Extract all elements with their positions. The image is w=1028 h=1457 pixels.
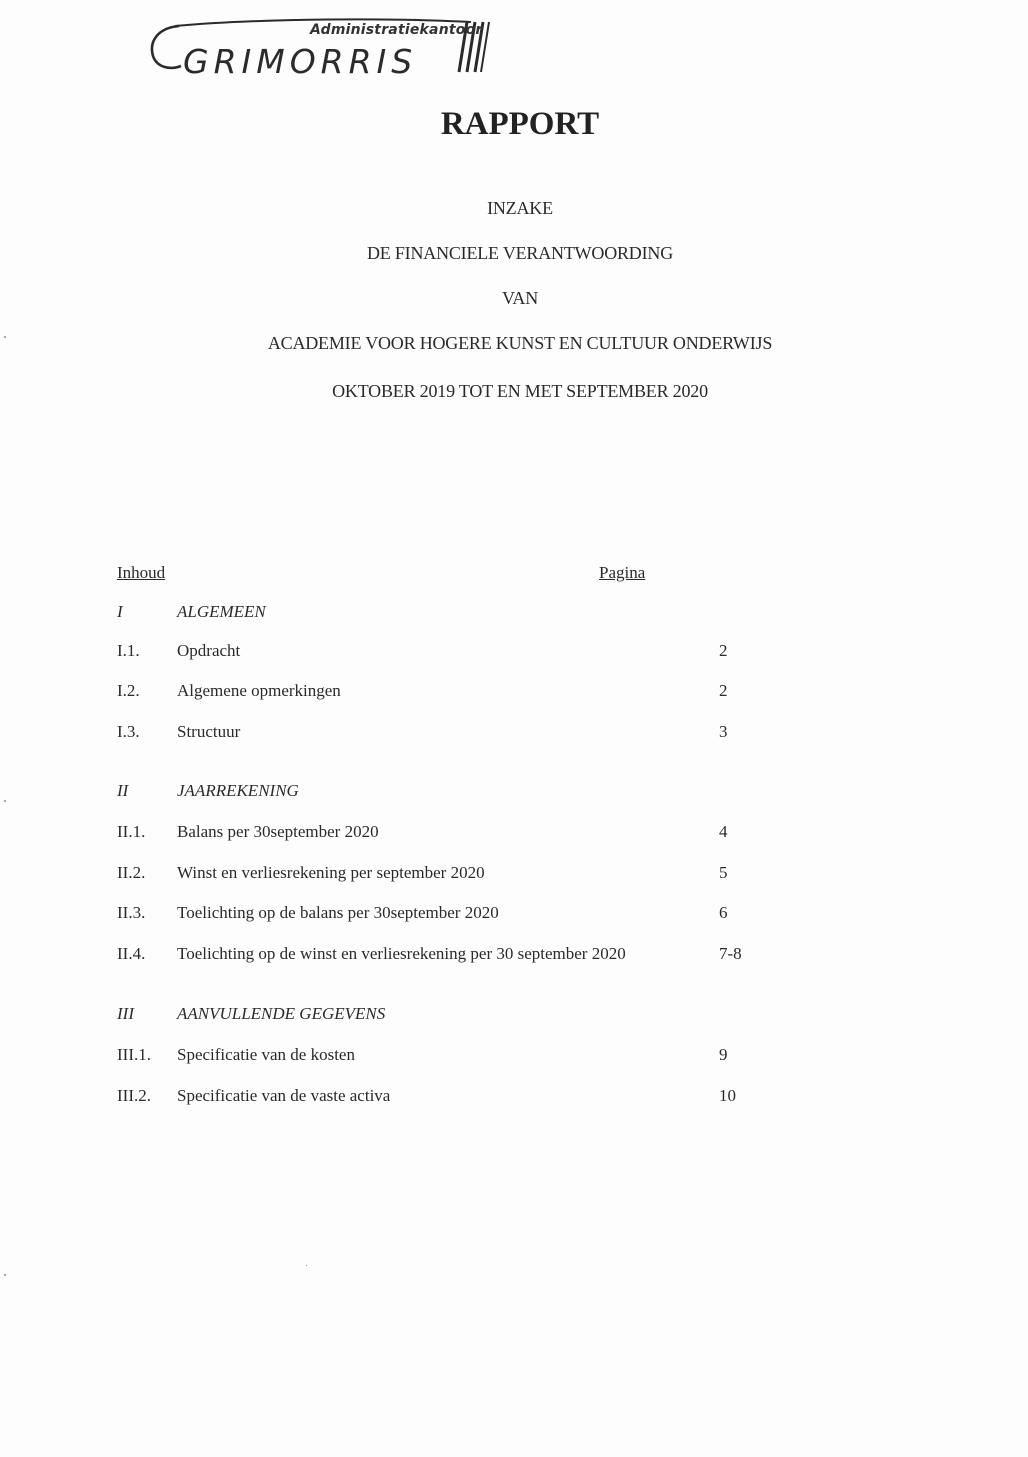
toc-section-row [0,1004,1028,1028]
logo-subtitle: Administratiekantoor [310,22,483,38]
toc-item-number: II.4. [117,944,146,963]
toc-item-number: II.3. [117,903,146,922]
subtitle-line-1: INZAKE [487,198,553,218]
toc-item-number: II.2. [117,863,146,882]
scan-speck [4,1274,6,1276]
toc-item-label: Specificatie van de kosten [177,1045,355,1064]
toc-section-row [0,781,1028,805]
toc-item-number: III.1. [117,1045,151,1064]
toc-section-title: AANVULLENDE GEGEVENS [177,1004,386,1023]
toc-item-page: 10 [719,1086,736,1105]
toc-item-page: 4 [719,822,728,841]
toc-section-number: II [117,781,129,800]
report-title: RAPPORT [440,106,600,142]
toc-row [0,822,1028,846]
toc-header-content: Inhoud [117,563,166,582]
subtitle-line-5: OKTOBER 2019 TOT EN MET SEPTEMBER 2020 [332,381,708,401]
toc-item-label: Balans per 30september 2020 [177,822,379,841]
toc-item-number: III.2. [117,1086,151,1105]
toc-row [0,1086,1028,1110]
scan-speck [306,1265,307,1266]
toc-item-page: 6 [719,903,728,922]
scan-speck [4,336,6,338]
toc-item-label: Winst en verliesrekening per september 2020 [177,863,485,882]
subtitle-line-2: DE FINANCIELE VERANTWOORDING [366,243,674,263]
toc-item-label: Opdracht [177,641,241,660]
toc-row [0,722,1028,746]
toc-section-title: ALGEMEEN [177,602,266,621]
toc-row [0,944,1028,968]
subtitle-line-4: ACADEMIE VOOR HOGERE KUNST EN CULTUUR ONDERWIJS [267,333,773,353]
company-logo [145,16,495,81]
toc-row [0,1045,1028,1069]
logo-name: GRIMORRIS [183,42,418,81]
toc-section-title: JAARREKENING [177,781,299,800]
toc-row [0,903,1028,927]
toc-item-page: 9 [719,1045,728,1064]
toc-row [0,681,1028,705]
toc-item-number: II.1. [117,822,146,841]
subtitle-line-3: VAN [501,288,539,308]
toc-item-page: 2 [719,681,728,700]
toc-item-label: Toelichting op de balans per 30september 2020 [177,903,499,922]
toc-item-label: Algemene opmerkingen [177,681,341,700]
toc-item-number: I.3. [117,722,140,741]
toc-item-number: I.2. [117,681,140,700]
toc-item-label: Specificatie van de vaste activa [177,1086,391,1105]
toc-row [0,641,1028,665]
toc-item-number: I.1. [117,641,140,660]
scan-speck [4,800,6,802]
toc-item-label: Structuur [177,722,241,741]
toc-item-page: 3 [719,722,728,741]
toc-row [0,863,1028,887]
toc-item-page: 5 [719,863,728,882]
toc-item-page: 2 [719,641,728,660]
toc-section-number: I [117,602,123,621]
toc-section-row [0,602,1028,626]
toc-item-label: Toelichting op de winst en verliesrekening per 30 september 2020 [177,944,626,963]
toc-header-page: Pagina [599,563,646,582]
toc-section-number: III [117,1004,134,1023]
toc-item-page: 7-8 [719,944,742,963]
